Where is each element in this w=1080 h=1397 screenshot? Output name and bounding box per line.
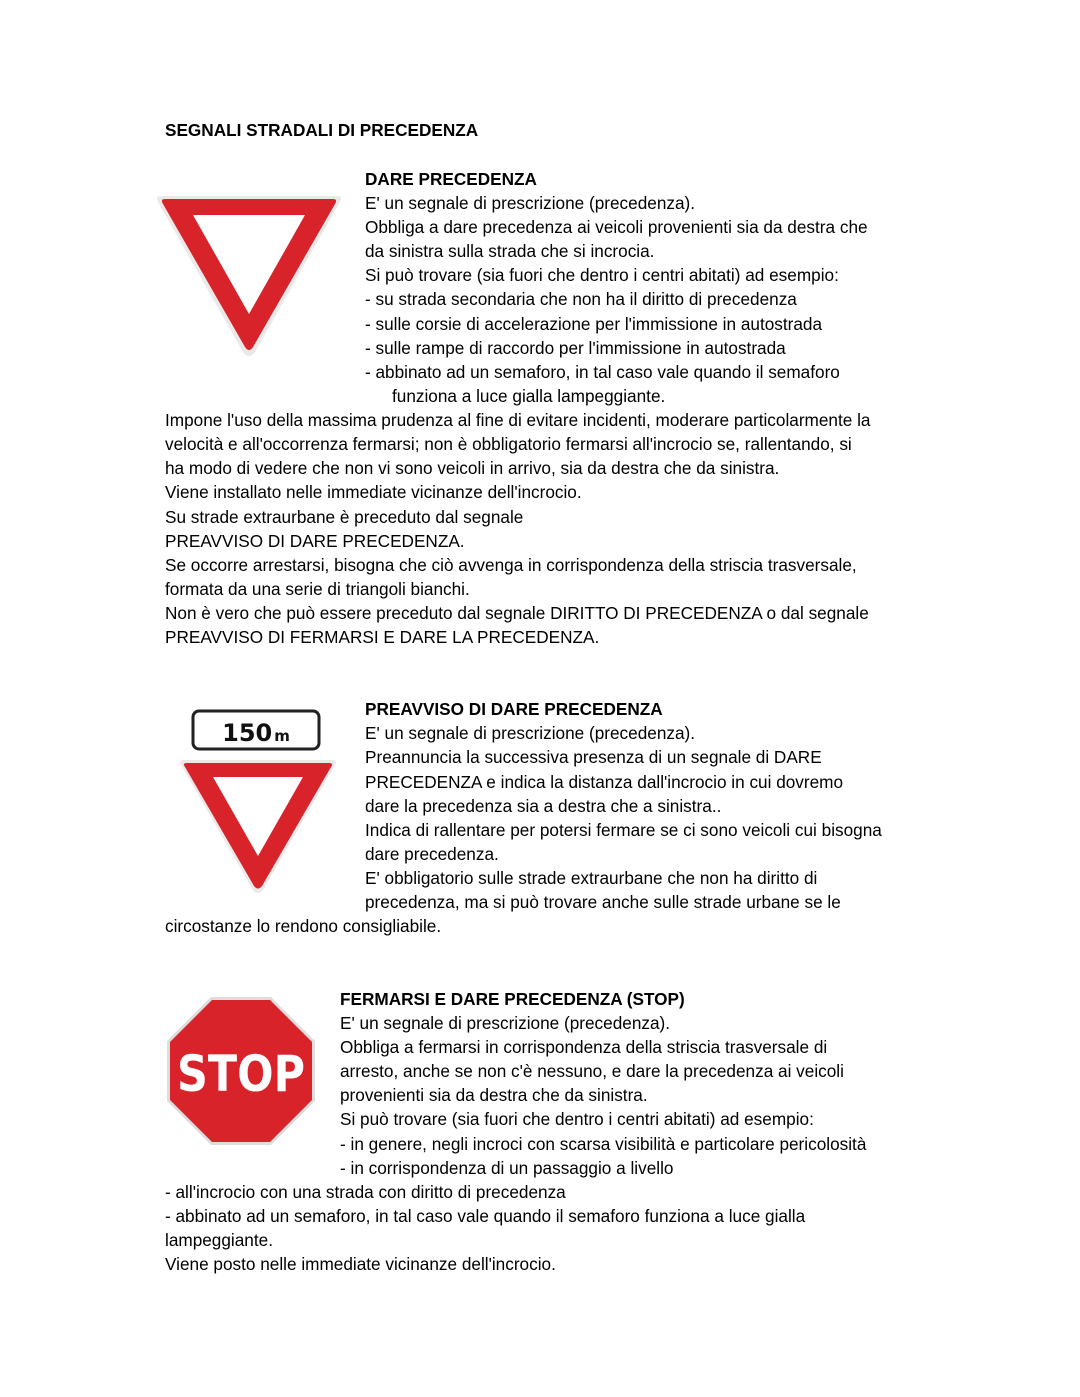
section3-line: Obbliga a fermarsi in corrispondenza della striscia trasversale di [340,1037,828,1057]
section3-paragraph-line: - abbinato ad un semaforo, in tal caso vale quando il semaforo funziona a luce gialla [165,1206,806,1226]
section3-line: Si può trovare (sia fuori che dentro i centri abitati) ad esempio: [340,1109,814,1129]
yield-ahead-sign-icon [178,708,338,896]
yield-sign-icon [155,192,343,360]
section3-line: - in corrispondenza di un passaggio a livello [340,1158,674,1178]
section3-line: - in genere, negli incroci con scarsa visibilità e particolare pericolosità [340,1134,867,1154]
section2-line: dare la precedenza sia a destra che a sinistra.. [365,796,722,816]
section1-line: Obbliga a dare precedenza ai veicoli provenienti sia da destra che [365,217,868,237]
stop-sign-text: STOP [177,1045,305,1103]
section3-paragraph-line: lampeggiante. [165,1230,273,1250]
section2-line: E' obbligatorio sulle strade extraurbane che non ha diritto di [365,868,818,888]
stop-sign-icon [165,995,317,1147]
section2-line: E' un segnale di prescrizione (precedenza). [365,723,696,743]
section2-line: dare precedenza. [365,844,499,864]
section1-paragraph-line: Impone l'uso della massima prudenza al fine di evitare incidenti, moderare particolarmente la [165,410,871,430]
section3-line: E' un segnale di prescrizione (precedenza). [340,1013,671,1033]
section3-paragraph-line: - all'incrocio con una strada con diritto di precedenza [165,1182,566,1202]
section1-line: - abbinato ad un semaforo, in tal caso vale quando il semaforo [365,362,840,382]
section1-paragraph-line: ha modo di vedere che non vi sono veicoli in arrivo, sia da destra che da sinistra. [165,458,780,478]
section3-line: provenienti sia da destra che da sinistra. [340,1085,648,1105]
section1-paragraph-line: velocità e all'occorrenza fermarsi; non è obbligatorio fermarsi all'incrocio se, rallentando, si [165,434,852,454]
section1-paragraph-line: Non è vero che può essere preceduto dal segnale DIRITTO DI PRECEDENZA o dal segnale [165,603,869,623]
section1-paragraph-line: Se occorre arrestarsi, bisogna che ciò avvenga in corrispondenza della striscia trasversale, [165,555,857,575]
section1-line: Si può trovare (sia fuori che dentro i centri abitati) ad esempio: [365,265,839,285]
section1-line: E' un segnale di prescrizione (precedenza). [365,193,696,213]
section2-line: Indica di rallentare per potersi fermare se ci sono veicoli cui bisogna [365,820,882,840]
section1-paragraph-line: PREAVVISO DI FERMARSI E DARE LA PRECEDENZA. [165,627,600,647]
section1-paragraph-line: Su strade extraurbane è preceduto dal segnale [165,507,524,527]
section1-title: DARE PRECEDENZA [365,169,537,189]
section3-line: arresto, anche se non c'è nessuno, e dare la precedenza ai veicoli [340,1061,844,1081]
section2-title: PREAVVISO DI DARE PRECEDENZA [365,699,663,719]
section2-line: PRECEDENZA e indica la distanza dall'incrocio in cui dovremo [365,772,844,792]
section1-line: - sulle rampe di raccordo per l'immissione in autostrada [365,338,786,358]
section1-paragraph-line: PREAVVISO DI DARE PRECEDENZA. [165,531,465,551]
section3-paragraph-line: Viene posto nelle immediate vicinanze dell'incrocio. [165,1254,556,1274]
section1-paragraph-line: formata da una serie di triangoli bianchi. [165,579,470,599]
section3-title: FERMARSI E DARE PRECEDENZA (STOP) [340,989,685,1009]
sign-distance-text: 150 m [222,719,290,747]
section2-paragraph-line: circostanze lo rendono consigliabile. [165,916,442,936]
section1-line: - sulle corsie di accelerazione per l'immissione in autostrada [365,314,823,334]
section1-line: funziona a luce gialla lampeggiante. [392,386,666,406]
section1-line: - su strada secondaria che non ha il diritto di precedenza [365,289,797,309]
section2-line: precedenza, ma si può trovare anche sulle strade urbane se le [365,892,841,912]
page-title: SEGNALI STRADALI DI PRECEDENZA [165,120,479,140]
section1-line: da sinistra sulla strada che si incrocia. [365,241,655,261]
section2-line: Preannuncia la successiva presenza di un segnale di DARE [365,747,822,767]
section1-paragraph-line: Viene installato nelle immediate vicinanze dell'incrocio. [165,482,582,502]
